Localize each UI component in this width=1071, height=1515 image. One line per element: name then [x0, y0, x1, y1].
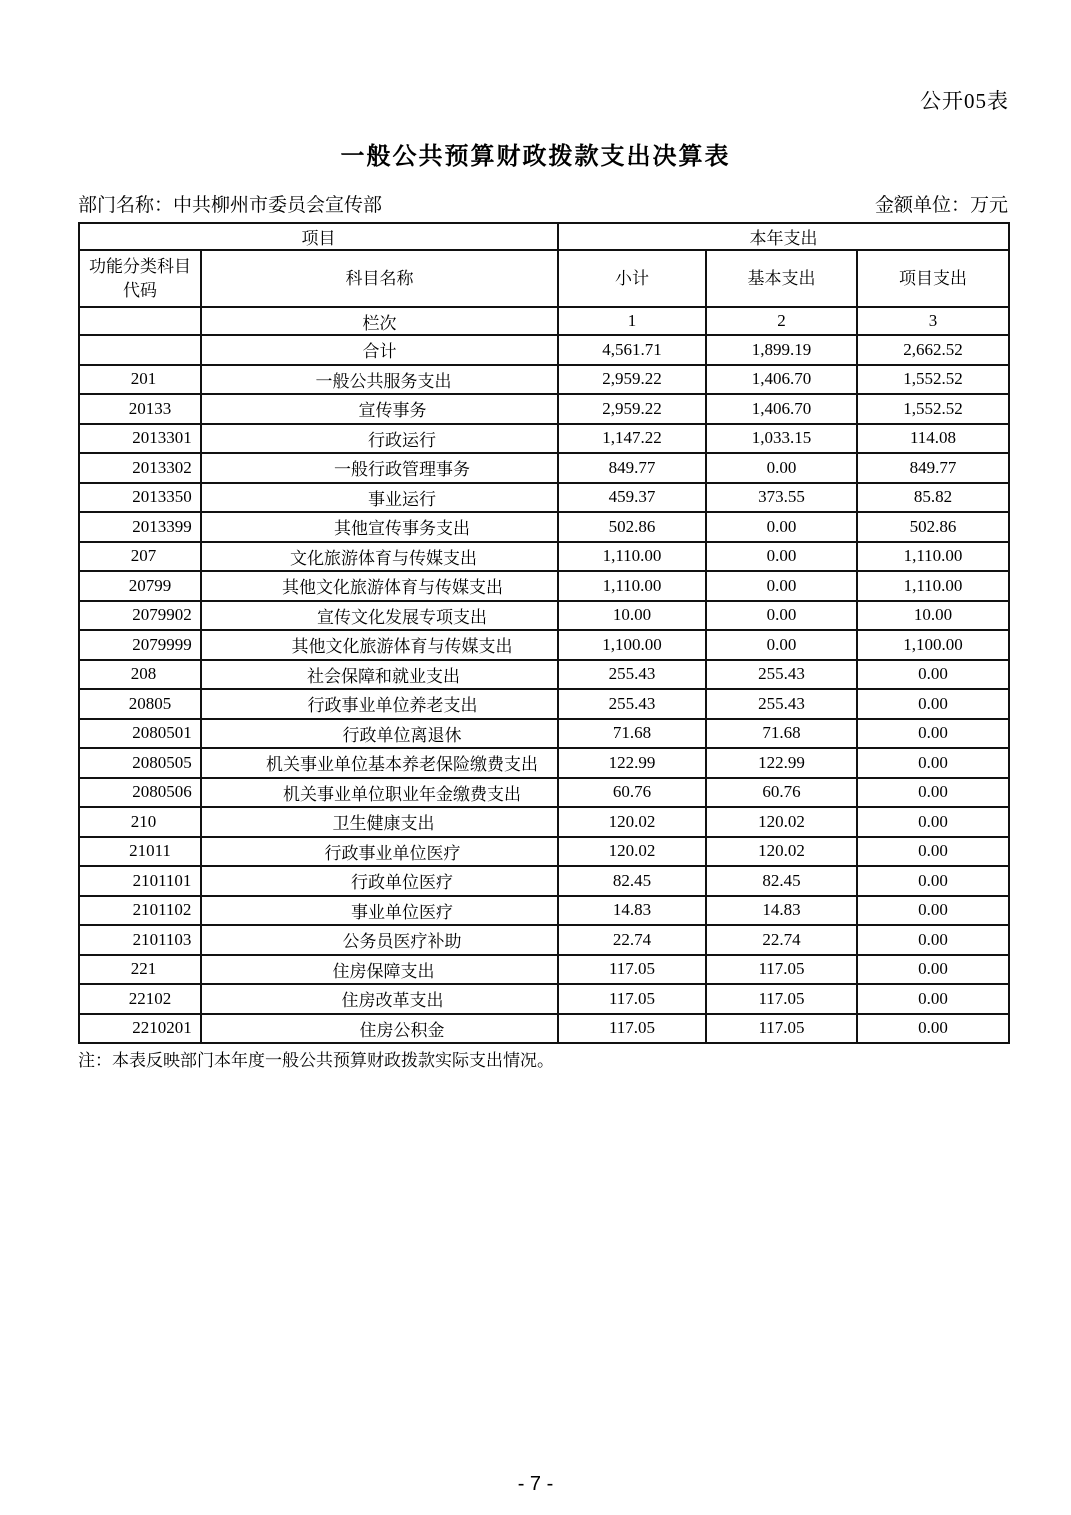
- row-name: 事业单位医疗: [201, 896, 558, 926]
- row-code: 2210201: [79, 1014, 201, 1044]
- row-code: 20799: [79, 571, 201, 601]
- row-subtotal: 849.77: [558, 453, 706, 483]
- row-subtotal: 255.43: [558, 660, 706, 690]
- row-name: 宣传事务: [201, 394, 558, 424]
- row-basic: 1,033.15: [706, 424, 857, 454]
- row-basic: 117.05: [706, 955, 857, 985]
- amount-unit-label: 金额单位：万元: [874, 195, 1008, 216]
- header-basic-column: 基本支出: [706, 250, 857, 307]
- page-title: 一般公共预算财政拨款支出决算表: [340, 144, 731, 170]
- row-name: 住房改革支出: [201, 984, 558, 1014]
- table-row: [79, 689, 1009, 719]
- row-basic: 0.00: [706, 571, 857, 601]
- table-row: [79, 601, 1009, 631]
- row-project: 849.77: [857, 453, 1009, 483]
- table-row: [79, 955, 1009, 985]
- row-project: 1,552.52: [857, 365, 1009, 395]
- table-row: [79, 394, 1009, 424]
- row-subtotal: 117.05: [558, 984, 706, 1014]
- header-subtotal-column: 小计: [558, 250, 706, 307]
- row-name: 住房保障支出: [201, 955, 558, 985]
- row-project: 0.00: [857, 955, 1009, 985]
- row-code: 21011: [79, 837, 201, 867]
- row-subtotal: 14.83: [558, 896, 706, 926]
- row-project: 0.00: [857, 984, 1009, 1014]
- row-code: 2079902: [79, 601, 201, 631]
- row-name: 事业运行: [201, 483, 558, 513]
- row-name: 行政单位离退休: [201, 719, 558, 749]
- row-name: 机关事业单位职业年金缴费支出: [201, 778, 558, 808]
- table-row: [79, 1014, 1009, 1044]
- table-row: [79, 837, 1009, 867]
- row-name: 其他文化旅游体育与传媒支出: [201, 571, 558, 601]
- row-basic: 120.02: [706, 837, 857, 867]
- row-name: 行政事业单位养老支出: [201, 689, 558, 719]
- row-name: 行政运行: [201, 424, 558, 454]
- row-subtotal: 255.43: [558, 689, 706, 719]
- table-row: [79, 571, 1009, 601]
- row-subtotal: 120.02: [558, 837, 706, 867]
- row-project: 0.00: [857, 719, 1009, 749]
- row-basic: 0.00: [706, 453, 857, 483]
- row-code: 2013350: [79, 483, 201, 513]
- row-name: 卫生健康支出: [201, 807, 558, 837]
- row-code: 2013302: [79, 453, 201, 483]
- row-name: 行政单位医疗: [201, 866, 558, 896]
- row-basic: 117.05: [706, 1014, 857, 1044]
- row-basic: 0.00: [706, 542, 857, 572]
- row-basic: 1,406.70: [706, 394, 857, 424]
- row-name: 社会保障和就业支出: [201, 660, 558, 690]
- row-name: 住房公积金: [201, 1014, 558, 1044]
- row-code: 201: [79, 365, 201, 395]
- row-subtotal: 117.05: [558, 955, 706, 985]
- row-project: 10.00: [857, 601, 1009, 631]
- row-subtotal: 1,147.22: [558, 424, 706, 454]
- row-project: 502.86: [857, 512, 1009, 542]
- column-index-2: 2: [706, 307, 857, 335]
- row-basic: 82.45: [706, 866, 857, 896]
- row-subtotal: 22.74: [558, 925, 706, 955]
- row-basic: 71.68: [706, 719, 857, 749]
- row-project: 0.00: [857, 660, 1009, 690]
- header-name-column: 科目名称: [201, 250, 558, 307]
- header-code-column: [79, 250, 201, 307]
- row-project: 1,100.00: [857, 630, 1009, 660]
- table-row: [79, 984, 1009, 1014]
- row-basic: 120.02: [706, 807, 857, 837]
- row-name: 一般公共服务支出: [201, 365, 558, 395]
- row-basic: 122.99: [706, 748, 857, 778]
- row-basic: 1,406.70: [706, 365, 857, 395]
- row-code: [79, 335, 201, 365]
- table-row: [79, 335, 1009, 365]
- form-number-label: 公开05表: [920, 89, 1009, 113]
- row-code: 20133: [79, 394, 201, 424]
- row-basic: 0.00: [706, 601, 857, 631]
- row-name: 其他宣传事务支出: [201, 512, 558, 542]
- table-meta-row: [78, 190, 1008, 217]
- row-basic: 373.55: [706, 483, 857, 513]
- column-index-empty-cell: [79, 307, 201, 335]
- table-row: [79, 748, 1009, 778]
- header-columns-row: [79, 250, 1009, 307]
- row-subtotal: 1,100.00: [558, 630, 706, 660]
- page-number: - 7 -: [517, 1473, 554, 1495]
- row-code: 210: [79, 807, 201, 837]
- row-code: 2080505: [79, 748, 201, 778]
- department-name-label: 部门名称：中共柳州市委员会宣传部: [78, 195, 383, 216]
- row-project: 0.00: [857, 866, 1009, 896]
- table-row: [79, 866, 1009, 896]
- table-row: [79, 660, 1009, 690]
- row-subtotal: 82.45: [558, 866, 706, 896]
- column-index-label: 栏次: [201, 307, 558, 335]
- row-project: 1,110.00: [857, 542, 1009, 572]
- column-index-1: 1: [558, 307, 706, 335]
- row-subtotal: 60.76: [558, 778, 706, 808]
- row-code: 2079999: [79, 630, 201, 660]
- row-project: 0.00: [857, 896, 1009, 926]
- table-row: [79, 807, 1009, 837]
- row-code: 20805: [79, 689, 201, 719]
- row-basic: 60.76: [706, 778, 857, 808]
- row-basic: 22.74: [706, 925, 857, 955]
- row-project: 0.00: [857, 689, 1009, 719]
- row-subtotal: 120.02: [558, 807, 706, 837]
- header-code-line1: 功能分类科目: [89, 256, 191, 276]
- row-basic: 117.05: [706, 984, 857, 1014]
- budget-table: [78, 222, 1010, 1044]
- row-project: 0.00: [857, 807, 1009, 837]
- row-code: 22102: [79, 984, 201, 1014]
- row-code: 2101102: [79, 896, 201, 926]
- header-project-column: 项目支出: [857, 250, 1009, 307]
- row-code: 2080506: [79, 778, 201, 808]
- row-basic: 0.00: [706, 512, 857, 542]
- row-basic: 255.43: [706, 689, 857, 719]
- table-row: [79, 925, 1009, 955]
- row-name: 其他文化旅游体育与传媒支出: [201, 630, 558, 660]
- row-project: 0.00: [857, 837, 1009, 867]
- table-row: [79, 512, 1009, 542]
- row-subtotal: 122.99: [558, 748, 706, 778]
- table-row: [79, 896, 1009, 926]
- table-row: [79, 424, 1009, 454]
- row-code: 208: [79, 660, 201, 690]
- footnote: 注：本表反映部门本年度一般公共预算财政拨款实际支出情况。: [78, 1051, 554, 1070]
- row-project: 0.00: [857, 778, 1009, 808]
- row-name: 一般行政管理事务: [201, 453, 558, 483]
- row-subtotal: 117.05: [558, 1014, 706, 1044]
- row-subtotal: 459.37: [558, 483, 706, 513]
- row-project: 2,662.52: [857, 335, 1009, 365]
- row-subtotal: 4,561.71: [558, 335, 706, 365]
- table-row: [79, 719, 1009, 749]
- row-code: 2013399: [79, 512, 201, 542]
- header-group-row: [79, 223, 1009, 250]
- row-code: 221: [79, 955, 201, 985]
- row-name: 合计: [201, 335, 558, 365]
- row-name: 机关事业单位基本养老保险缴费支出: [201, 748, 558, 778]
- row-subtotal: 1,110.00: [558, 571, 706, 601]
- row-code: 2101101: [79, 866, 201, 896]
- row-basic: 14.83: [706, 896, 857, 926]
- row-basic: 1,899.19: [706, 335, 857, 365]
- row-name: 公务员医疗补助: [201, 925, 558, 955]
- header-code-line2: 代码: [123, 280, 157, 300]
- column-index-3: 3: [857, 307, 1009, 335]
- header-year-group: 本年支出: [558, 223, 1009, 250]
- row-subtotal: 1,110.00: [558, 542, 706, 572]
- row-project: 85.82: [857, 483, 1009, 513]
- row-project: 0.00: [857, 1014, 1009, 1044]
- row-name: 行政事业单位医疗: [201, 837, 558, 867]
- table-row: [79, 365, 1009, 395]
- row-subtotal: 502.86: [558, 512, 706, 542]
- table-row: [79, 453, 1009, 483]
- row-name: 文化旅游体育与传媒支出: [201, 542, 558, 572]
- column-index-row: [79, 307, 1009, 335]
- row-project: 0.00: [857, 748, 1009, 778]
- row-subtotal: 10.00: [558, 601, 706, 631]
- row-project: 1,110.00: [857, 571, 1009, 601]
- row-project: 1,552.52: [857, 394, 1009, 424]
- row-code: 207: [79, 542, 201, 572]
- row-project: 114.08: [857, 424, 1009, 454]
- table-row: [79, 630, 1009, 660]
- row-subtotal: 71.68: [558, 719, 706, 749]
- row-code: 2080501: [79, 719, 201, 749]
- row-code: 2013301: [79, 424, 201, 454]
- table-body: [79, 335, 1009, 1043]
- row-name: 宣传文化发展专项支出: [201, 601, 558, 631]
- row-basic: 0.00: [706, 630, 857, 660]
- row-subtotal: 2,959.22: [558, 365, 706, 395]
- table-row: [79, 778, 1009, 808]
- table-row: [79, 483, 1009, 513]
- header-item-group: 项目: [79, 223, 558, 250]
- table-row: [79, 542, 1009, 572]
- row-subtotal: 2,959.22: [558, 394, 706, 424]
- row-code: 2101103: [79, 925, 201, 955]
- row-basic: 255.43: [706, 660, 857, 690]
- row-project: 0.00: [857, 925, 1009, 955]
